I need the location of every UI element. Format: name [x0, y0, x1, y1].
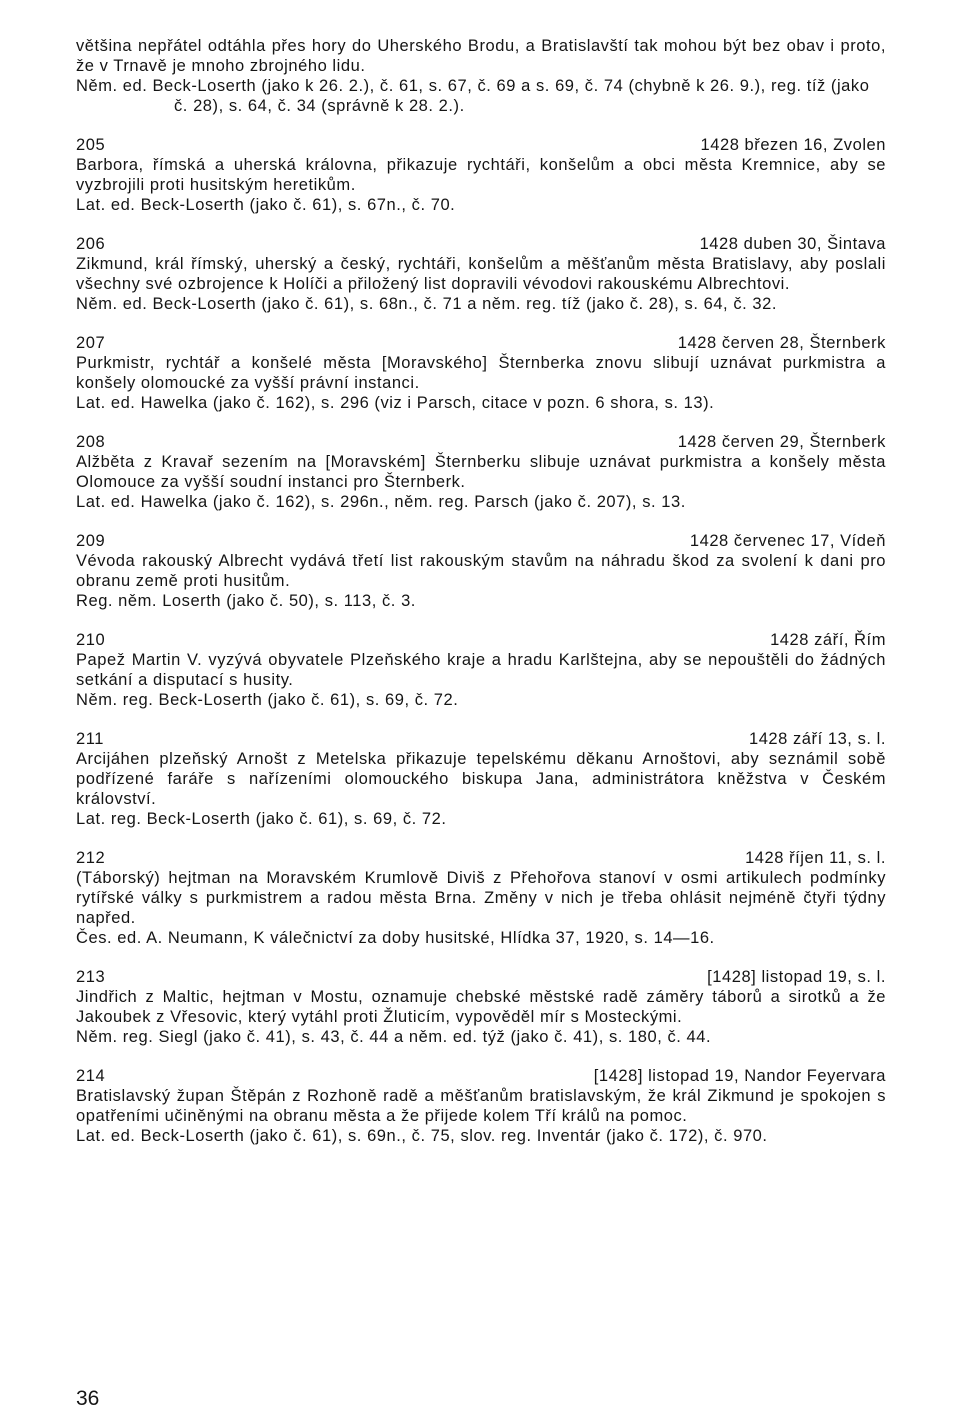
intro-reference: Něm. ed. Beck-Loserth (jako k 26. 2.), č. 61, s. 67, č. 69 a s. 69, č. 74 (chybně k 26. 9.), reg. tíž (jako č. 28), s. 64, č. 34 (správně k 28. 2.).	[76, 77, 870, 115]
entry-date-place: 1428 červen 28, Šternberk	[677, 334, 886, 352]
entry-reference: Lat. ed. Beck-Loserth (jako č. 61), s. 69n., č. 75, slov. reg. Inventár (jako č. 172), č. 970.	[76, 1127, 768, 1145]
entry-header	[76, 333, 886, 353]
entry-209	[76, 531, 886, 611]
entry-header	[76, 531, 886, 551]
entry-date-place: 1428 září 13, s. l.	[748, 730, 886, 748]
entry-text: Vévoda rakouský Albrecht vydává třetí list rakouským stavům na náhradu škod za svolení k dani pro obranu země proti husitům.	[76, 552, 886, 590]
entry-205	[76, 135, 886, 215]
entry-reference: Lat. reg. Beck-Loserth (jako č. 61), s. 69, č. 72.	[76, 810, 447, 828]
entry-header	[76, 848, 886, 868]
entry-date-place: 1428 září, Řím	[770, 631, 886, 649]
entry-211	[76, 729, 886, 829]
entry-date-place: 1428 červen 29, Šternberk	[677, 433, 886, 451]
entry-207	[76, 333, 886, 413]
entry-header	[76, 234, 886, 254]
entry-number: 211	[76, 730, 104, 748]
entry-date-place: 1428 duben 30, Šintava	[699, 235, 886, 253]
entry-number: 205	[76, 136, 106, 154]
entry-date-place: 1428 říjen 11, s. l.	[745, 849, 886, 867]
entry-header	[76, 630, 886, 650]
entry-header	[76, 1066, 886, 1086]
entry-number: 214	[76, 1067, 106, 1085]
entry-text: Barbora, římská a uherská královna, přikazuje rychtáři, konšelům a obci města Kremnice, aby se vyzbrojili proti husitským heretikům.	[76, 156, 886, 194]
entry-text: Arcijáhen plzeňský Arnošt z Metelska přikazuje tepelskému děkanu Arnoštovi, aby seznámil sobě podřízené faráře s nařízeními olomouckého biskupa Jana, administrátora kněžstva v Českém království.	[76, 750, 886, 808]
entry-reference: Reg. něm. Loserth (jako č. 50), s. 113, č. 3.	[76, 592, 416, 610]
entry-header	[76, 967, 886, 987]
entry-text: Zikmund, král římský, uherský a český, rychtáři, konšelům a měšťanům města Bratislavy, aby poslali všechny své ozbrojence k Holíči a přiložený list dopravili vévodovi rakouskému Albrechtovi.	[76, 255, 886, 293]
entry-text: Alžběta z Kravař sezením na [Moravském] Šternberku slibuje uznávat purkmistra a konšely města Olomouce za vyšší soudní instanci pro Šternberk.	[76, 453, 886, 491]
entry-text: Bratislavský župan Štěpán z Rozhoně radě a měšťanům bratislavským, že král Zikmund je spokojen s opatřeními učiněnými na obranu města a že přijede kolem Tří králů na pomoc.	[76, 1087, 886, 1125]
entry-210	[76, 630, 886, 710]
entry-reference: Čes. ed. A. Neumann, K válečnictví za doby husitské, Hlídka 37, 1920, s. 14—16.	[76, 929, 715, 947]
entry-text: Jindřich z Maltic, hejtman v Mostu, oznamuje chebské městské radě záměry táborů a sirotků a že Jakoubek z Vřesovic, který vytáhl proti Žluticím, vypověděl mír s Mosteckými.	[76, 988, 886, 1026]
page-number: 36	[76, 1387, 100, 1410]
entry-reference: Lat. ed. Hawelka (jako č. 162), s. 296 (viz i Parsch, citace v pozn. 6 shora, s. 13).	[76, 394, 715, 412]
entry-reference: Něm. reg. Beck-Loserth (jako č. 61), s. 69, č. 72.	[76, 691, 459, 709]
entry-214	[76, 1066, 886, 1146]
entry-number: 206	[76, 235, 106, 253]
entry-213	[76, 967, 886, 1047]
entry-header	[76, 729, 886, 749]
entry-reference: Něm. ed. Beck-Loserth (jako č. 61), s. 68n., č. 71 a něm. reg. tíž (jako č. 28), s. 64, č. 32.	[76, 295, 777, 313]
entry-reference: Lat. ed. Beck-Loserth (jako č. 61), s. 67n., č. 70.	[76, 196, 456, 214]
intro-continuation	[76, 36, 886, 116]
entry-number: 208	[76, 433, 106, 451]
entry-number: 213	[76, 968, 106, 986]
entry-text: (Táborský) hejtman na Moravském Krumlově Diviš z Přehořova stanoví v osmi artikulech podmínky rytířské války s purkmistrem a radou města Brna. Změny v nich je třeba ohlásit nejméně čtyři týdny napřed.	[76, 869, 886, 927]
entry-208	[76, 432, 886, 512]
entry-number: 209	[76, 532, 106, 550]
entry-date-place: 1428 červenec 17, Vídeň	[689, 532, 886, 550]
entry-text: Purkmistr, rychtář a konšelé města [Moravského] Šternberka znovu slibují uznávat purkmistra a konšely olomoucké za vyšší právní instanci.	[76, 354, 886, 392]
entry-date-place: 1428 březen 16, Zvolen	[700, 136, 886, 154]
entry-text: Papež Martin V. vyzývá obyvatele Plzeňského kraje a hradu Karlštejna, aby se nepouštěli do žádných setkání a disputací s husity.	[76, 651, 886, 689]
entry-206	[76, 234, 886, 314]
document-page	[76, 36, 886, 1146]
entry-reference: Něm. reg. Siegl (jako č. 41), s. 43, č. 44 a něm. ed. týž (jako č. 41), s. 180, č. 44.	[76, 1028, 712, 1046]
entry-212	[76, 848, 886, 948]
entry-number: 212	[76, 849, 106, 867]
entry-header	[76, 432, 886, 452]
entry-number: 207	[76, 334, 106, 352]
entry-header	[76, 135, 886, 155]
entry-number: 210	[76, 631, 106, 649]
entry-reference: Lat. ed. Hawelka (jako č. 162), s. 296n., něm. reg. Parsch (jako č. 207), s. 13.	[76, 493, 686, 511]
intro-text: většina nepřátel odtáhla přes hory do Uherského Brodu, a Bratislavští tak mohou být bez obav i proto, že v Trnavě je mnoho zbrojného lidu.	[76, 37, 886, 75]
entry-date-place: [1428] listopad 19, Nandor Feyervara	[593, 1067, 886, 1085]
entry-date-place: [1428] listopad 19, s. l.	[707, 968, 886, 986]
